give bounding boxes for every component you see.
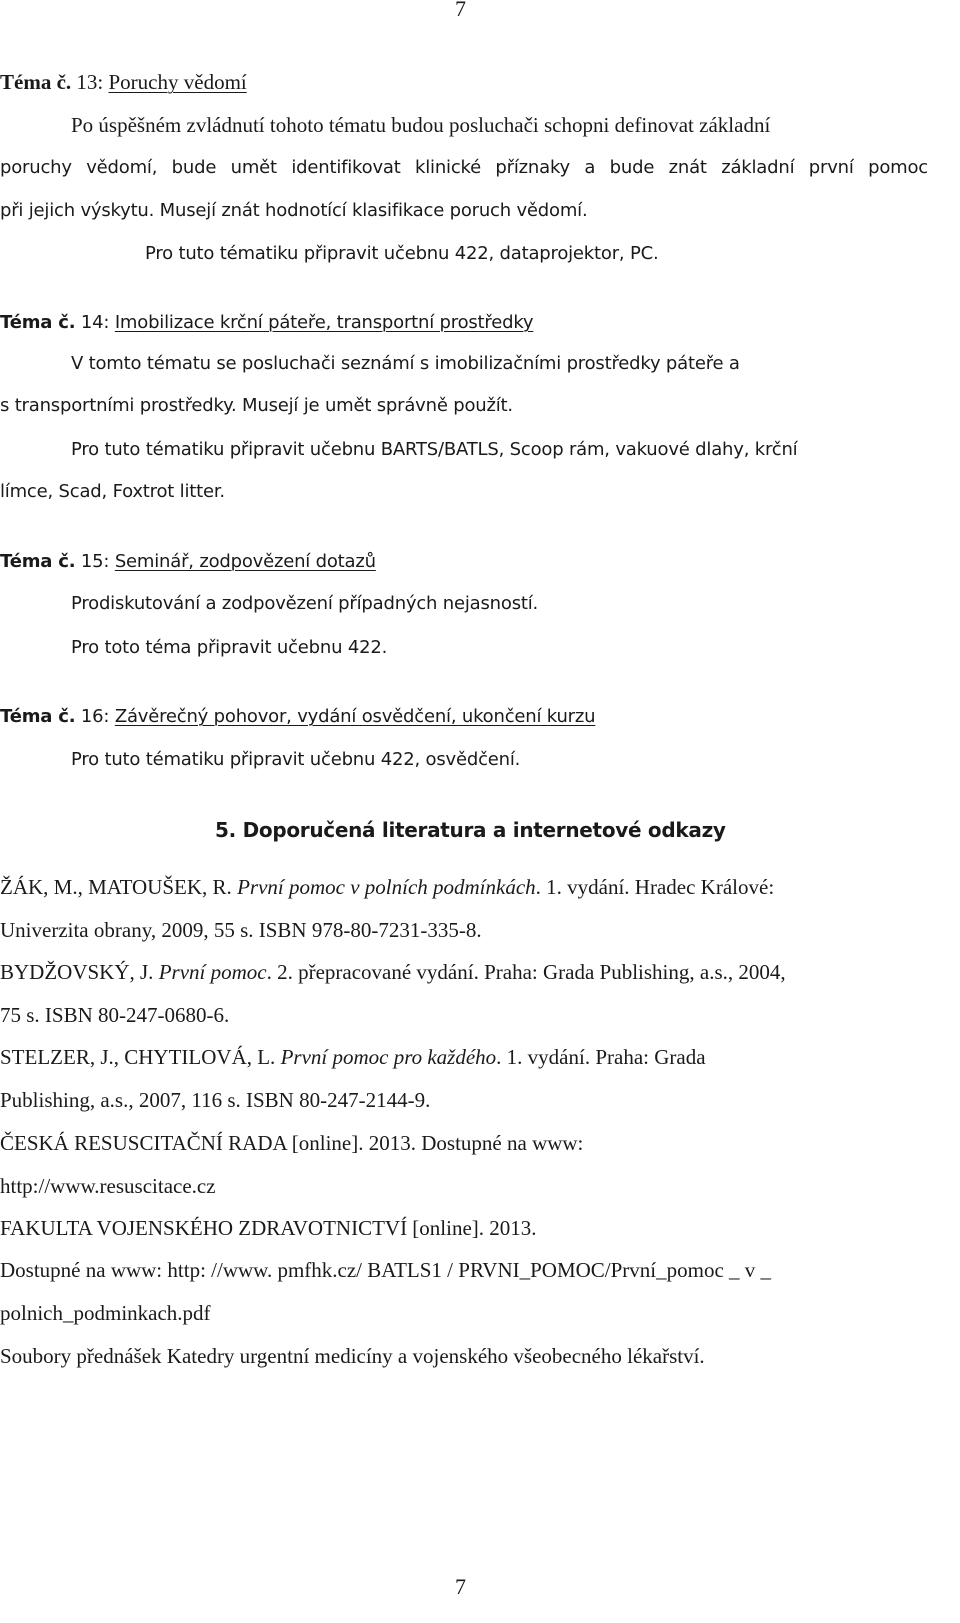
reference-6: Soubory přednášek Katedry urgentní medicíny a vojenského všeobecného lékařství. [0,1344,705,1368]
reference-3-line-2: Publishing, a.s., 2007, 116 s. ISBN 80-247-2144-9. [0,1088,431,1112]
topic-14-line-4: límce, Scad, Foxtrot litter. [0,481,225,502]
reference-title: První pomoc pro každého [280,1045,497,1069]
topic-13-line-4: Pro tuto tématiku připravit učebnu 422, dataprojektor, PC. [145,243,659,264]
topic-title: Poruchy vědomí [108,70,247,94]
reference-1-line-2: Univerzita obrany, 2009, 55 s. ISBN 978-80-7231-335-8. [0,918,482,942]
reference-authors: ŽÁK, M., MATOUŠEK, R. [0,875,238,899]
topic-15-line-1: Prodiskutování a zodpovězení případných nejasností. [71,593,539,614]
topic-13-line-1: Po úspěšném zvládnutí tohoto tématu budou posluchači schopni definovat základní [71,113,771,137]
topic-16-line-1: Pro tuto tématiku připravit učebnu 422, osvědčení. [71,749,521,770]
topic-title: Imobilizace krční páteře, transportní prostředky [114,312,534,333]
reference-title: První pomoc v polních podmínkách [237,875,536,899]
topic-13-line-3: při jejich výskytu. Musejí znát hodnotící klasifikace poruch vědomí. [0,200,588,221]
reference-authors: BYDŽOVSKÝ, J. [0,960,159,984]
topic-15-line-2: Pro toto téma připravit učebnu 422. [71,637,388,658]
topic-number: 16: [80,706,110,727]
topic-number: 15: [80,551,110,572]
reference-details: . 1. vydání. Hradec Králové: [535,875,775,899]
reference-details: . 1. vydání. Praha: Grada [496,1045,706,1069]
topic-label: Téma č. [0,70,72,94]
topic-title: Závěrečný pohovor, vydání osvědčení, ukončení kurzu [114,706,596,727]
topic-14-line-3: Pro tuto tématiku připravit učebnu BARTS/BATLS, Scoop rám, vakuové dlahy, krční [71,439,798,460]
reference-authors: STELZER, J., CHYTILOVÁ, L. [0,1045,281,1069]
footer-page-number: 7 [455,1574,466,1599]
reference-1-line-1 [0,875,774,900]
reference-title: První pomoc [158,960,267,984]
topic-14-line-2: s transportními prostředky. Musejí je umět správně použít. [0,395,513,416]
topic-label: Téma č. [0,312,76,333]
topic-15-heading [0,551,376,572]
topic-label: Téma č. [0,706,76,727]
reference-details: . 2. přepracované vydání. Praha: Grada Publishing, a.s., 2004, [266,960,786,984]
reference-3-line-1 [0,1045,706,1070]
topic-13-line-2: poruchy vědomí, bude umět identifikovat klinické příznaky a bude znát základní první pomoc [0,157,928,178]
topic-title: Seminář, zodpovězení dotazů [114,551,376,572]
reference-4-line-1: ČESKÁ RESUSCITAČNÍ RADA [online]. 2013. Dostupné na www: [0,1131,584,1155]
topic-14-heading [0,312,533,333]
reference-2-line-1 [0,960,786,985]
topic-16-heading [0,706,595,727]
topic-14-line-1: V tomto tématu se posluchači seznámí s imobilizačními prostředky páteře a [71,353,740,374]
reference-5-line-3: polnich_podminkach.pdf [0,1301,211,1325]
reference-2-line-2: 75 s. ISBN 80-247-0680-6. [0,1003,230,1027]
topic-13-heading [0,70,247,95]
header-page-number: 7 [455,0,466,21]
reference-5-line-1: FAKULTA VOJENSKÉHO ZDRAVOTNICTVÍ [online]. 2013. [0,1216,537,1240]
reference-4-url[interactable]: http://www.resuscitace.cz [0,1174,216,1198]
topic-label: Téma č. [0,551,76,572]
topic-number: 14: [80,312,110,333]
reference-5-line-2: Dostupné na www: http: //www. pmfhk.cz/ BATLS1 / PRVNI_POMOC/První_pomoc _ v _ [0,1258,772,1282]
topic-number: 13: [76,70,104,94]
section-5-heading: 5. Doporučená literatura a internetové odkazy [215,818,726,842]
